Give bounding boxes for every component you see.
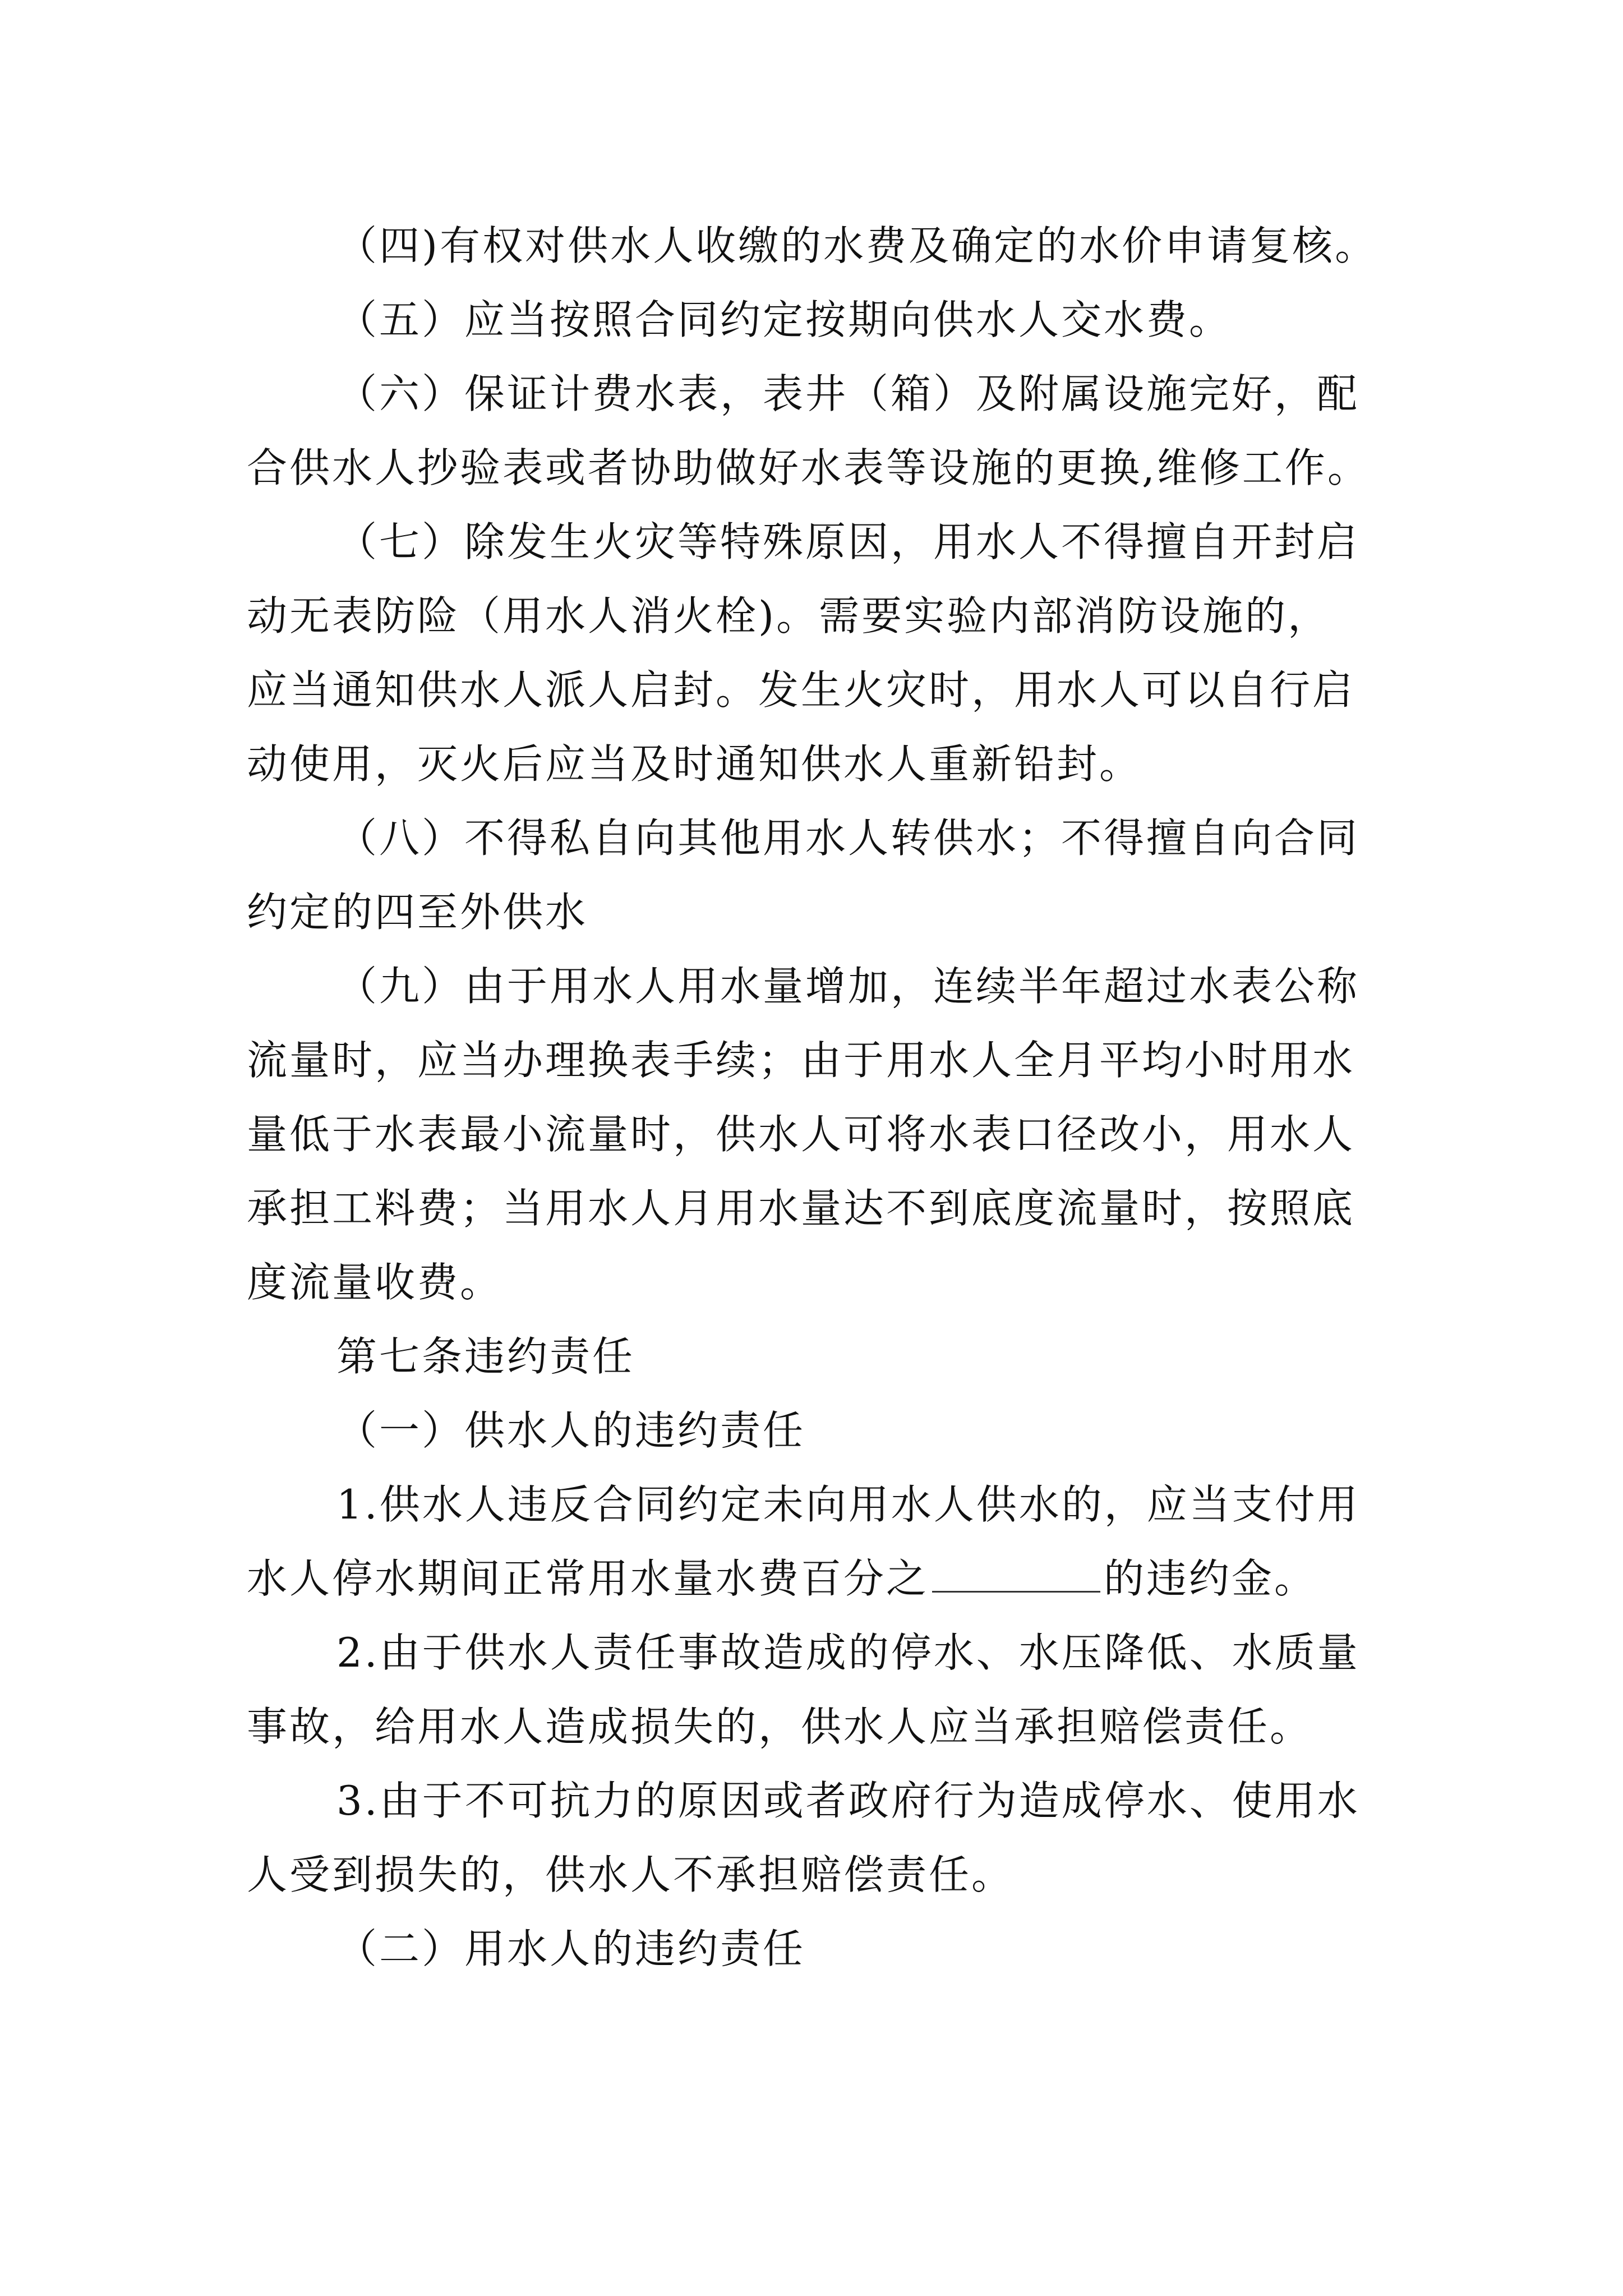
- paragraph-line: （五）应当按照合同约定按期向供水人交水费。: [336, 296, 1232, 343]
- line-text-after-blank: 的违约金。: [1104, 1555, 1317, 1602]
- paragraph-line: 约定的四至外供水: [247, 889, 588, 936]
- paragraph-line: （九）由于用水人用水量增加，连续半年超过水表公称: [336, 963, 1360, 1010]
- subsection-heading: （二）用水人的违约责任: [336, 1925, 806, 1972]
- fill-in-blank[interactable]: [932, 1555, 1100, 1593]
- paragraph-line: 人受到损失的，供水人不承担赔偿责任。: [247, 1851, 1015, 1898]
- paragraph-line: （七）除发生火灾等特殊原因，用水人不得擅自开封启: [336, 518, 1360, 565]
- subsection-heading: （一）供水人的违约责任: [336, 1407, 806, 1454]
- paragraph-line: 事故，给用水人造成损失的，供水人应当承担赔偿责任。: [247, 1703, 1313, 1750]
- paragraph-line: 流量时，应当办理换表手续；由于用水人全月平均小时用水: [247, 1037, 1355, 1084]
- paragraph-line: 2.由于供水人责任事故造成的停水、水压降低、水质量: [336, 1629, 1360, 1676]
- paragraph-line: 度流量收费。: [247, 1259, 503, 1306]
- paragraph-line-with-blank: [247, 1550, 1317, 1607]
- line-text-before-blank: 水人停水期间正常用水量水费百分之: [247, 1555, 929, 1602]
- paragraph-line: （六）保证计费水表，表井（箱）及附属设施完好，配: [336, 370, 1360, 417]
- paragraph-line: 动无表防险（用水人消火栓)。需要实验内部消防设施的，: [247, 592, 1331, 639]
- paragraph-line: 承担工料费；当用水人月用水量达不到底度流量时，按照底: [247, 1185, 1355, 1232]
- section-heading: 第七条违约责任: [336, 1333, 635, 1380]
- paragraph-line: 3.由于不可抗力的原因或者政府行为造成停水、使用水: [336, 1777, 1360, 1824]
- paragraph-line: 应当通知供水人派人启封。发生火灾时，用水人可以自行启: [247, 666, 1355, 714]
- paragraph-line: 合供水人抄验表或者协助做好水表等设施的更换,维修工作。: [247, 444, 1370, 491]
- paragraph-line: 动使用，灭火后应当及时通知供水人重新铅封。: [247, 740, 1142, 788]
- paragraph-line: 量低于水表最小流量时，供水人可将水表口径改小，用水人: [247, 1111, 1355, 1158]
- paragraph-line: 1.供水人违反合同约定未向用水人供水的，应当支付用: [336, 1481, 1360, 1528]
- paragraph-line: （八）不得私自向其他用水人转供水；不得擅自向合同: [336, 815, 1360, 862]
- paragraph-line: （四)有权对供水人收缴的水费及确定的水价申请复核。: [336, 222, 1378, 269]
